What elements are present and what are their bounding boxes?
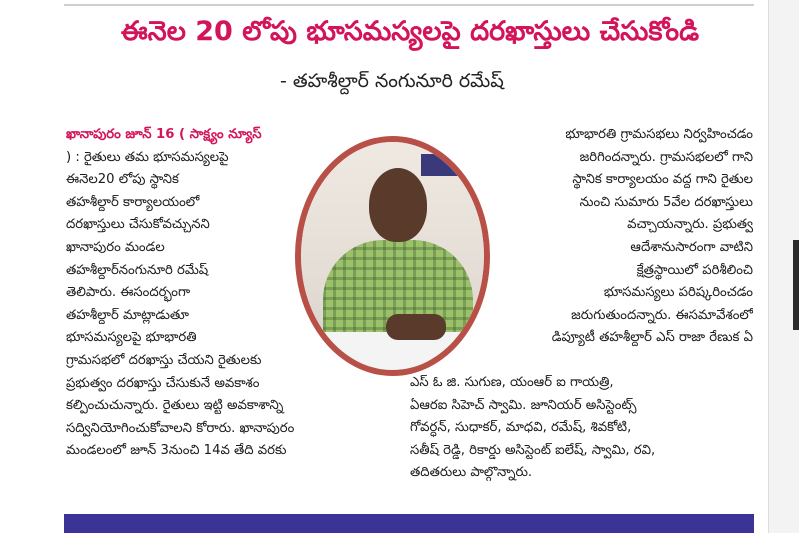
body-line: ఆదేశానుసారంగా వాటిని [630,239,753,255]
headline: ఈనెల 20 లోపు భూసమస్యలపై దరఖాస్తులు చేసుకోండి [120,16,700,47]
body-line: ప్రభుత్వం దరఖాస్తు చేసుకునే అవకాశం [66,375,260,391]
body-line: సద్వినియోగించుకోవాలని కోరారు. ఖానాపురం [66,420,295,436]
body-line: తహశీల్దార్ మాట్లాడుతూ [66,307,189,323]
body-line: భూసమస్యలు పరిష్కరించడం [603,285,753,301]
body-line: తహశీల్దార్ కార్యాలయంలో [66,194,200,210]
body-line: ) : రైతులు తమ భూసమస్యలపై [66,149,229,165]
byline: - తహశీల్దార్ నంగునూరి రమేష్ [280,70,504,92]
body-line: ఈనెల20 లోపు స్థానిక [66,172,179,188]
edge-strip [793,240,799,330]
body-line: ఖానాపురం మండల [66,239,165,255]
body-line: డిప్యూటీ తహశీల్దార్ ఎస్ రాజా రేణుక ఏ [551,330,753,346]
right-column [478,124,753,350]
body-line: ఎస్ ఓ జి. సుగుణ, యంఆర్ ఐ గాయత్రి, [410,375,614,390]
body-line: గోవర్ధన్, సుధాకర్, మాధవి, రమేష్, శివకోటి, [410,420,632,436]
body-line: జరుగుతుందన్నారు. ఈసమావేశంలో [571,307,753,323]
body-line: తహశీల్దార్‌నంగునూరి రమేష్ [66,262,209,278]
body-line: నుంచి సుమారు 5వేల దరఖాస్తులు [579,194,753,210]
body-line: గ్రామసభలో దరఖాస్తు చేయని రైతులకు [66,352,262,368]
bottom-right-column [410,372,753,485]
dateline: ఖానాపురం జూన్ 16 ( సాక్ష్యం న్యూస్ [66,127,262,142]
body-line: వచ్చాయన్నారు. ప్రభుత్వ [627,217,753,233]
body-line: కల్పించుచున్నారు. రైతులు ఇట్టి అవకాశాన్ని [66,398,284,414]
body-line: జరిగిందన్నారు. గ్రామసభలలో గాని [579,149,753,165]
body-line: స్థానిక కార్యాలయం వద్ద గాని రైతుల [572,172,753,188]
photo-hands [386,314,446,340]
top-rule [64,4,754,6]
portrait-photo [295,136,490,376]
body-line: మండలంలో జూన్ 3నుంచి 14వ తేది వరకు [66,443,287,459]
body-line: భూభారతి గ్రామసభలు నిర్వహించడం [565,127,753,142]
body-line: సతీష్ రెడ్డి, రికార్డు అసిస్టెంట్ ఐలేష్, స్వామి, రవి, [410,442,656,458]
body-line: క్షేత్రస్థాయిలో పరిశీలించి [636,262,753,278]
body-line: తదితరులు పాల్గొన్నారు. [410,465,533,481]
body-line: తెలిపారు. ఈసందర్భంగా [66,285,191,301]
body-line: దరఖాస్తులు చేసుకోవచ్చునని [66,217,210,233]
body-line: భూసమస్యలపై భూభారతి [66,330,197,346]
body-line: ఏఆరఐ సిహెచ్ స్వామి. జూనియర్ అసిస్టెంట్స్ [410,397,637,413]
page-edge [768,0,799,533]
next-article-band [64,514,754,533]
photo-head [369,168,427,242]
